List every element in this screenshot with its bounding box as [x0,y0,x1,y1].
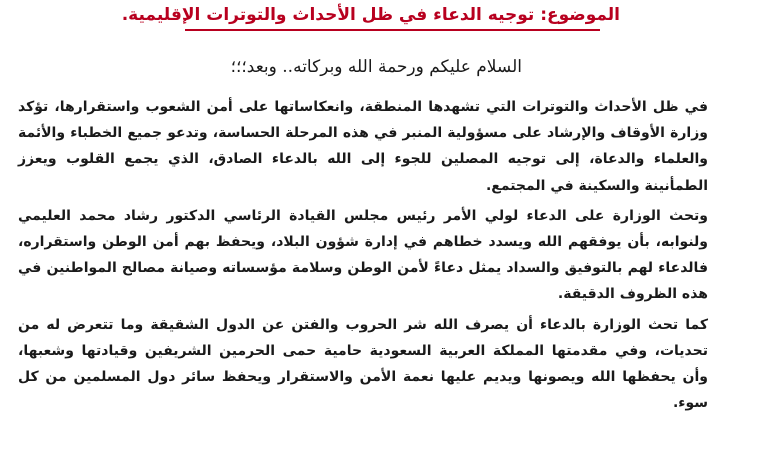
body-paragraph-3: كما تحث الوزارة بالدعاء أن يصرف الله شر الحروب والفتن عن الدول الشقيقة وما تتعرض له من تحديات، وفي مقدمتها المملكة العربية السعودية حامية حمى الحرمين الشريفين وقيادتها وشعبها، وأن يحفظها الله ويصونها ويديم عليها نعمة الأمن والاستقرار ويحفظ سائر دول المسلمين من كل سوء. [18,316,708,412]
body-paragraph-1: في ظل الأحداث والتوترات التي تشهدها المنطقة، وانعكاساتها على أمن الشعوب واستقرارها، تؤكد وزارة الأوقاف والإرشاد على مسؤولية المنبر في هذه المرحلة الحساسة، وتدعو جميع الخطباء والأئمة والعلماء والدعاة، إلى توجيه المصلين للجوء إلى الله بالدعاء الصادق، الذي يجمع القلوب ويعزز الطمأنينة والسكينة في المجتمع. [18,99,708,194]
subject-underline [185,29,600,31]
body-paragraph-2: وتحث الوزارة على الدعاء لولي الأمر رئيس مجلس القيادة الرئاسي الدكتور رشاد محمد العليمي ولنوابه، بأن يوفقهم الله ويسدد خطاهم في إدارة شؤون البلاد، ويحفظ بهم أمن الوطن واستقراره، فالدعاء لهم بالتوفيق والسداد يمثل دعاءً لأمن الوطن وسلامة مؤسساته وصيانة مصالح المواطنين في هذه الظروف الدقيقة. [18,207,708,303]
letter-body [18,94,708,420]
letter-subject: الموضوع: توجيه الدعاء في ظل الأحداث والتوترات الإقليمية. [121,5,620,25]
letter-greeting: السلام عليكم ورحمة الله وبركاته.. وبعد؛؛؛ [230,57,522,77]
